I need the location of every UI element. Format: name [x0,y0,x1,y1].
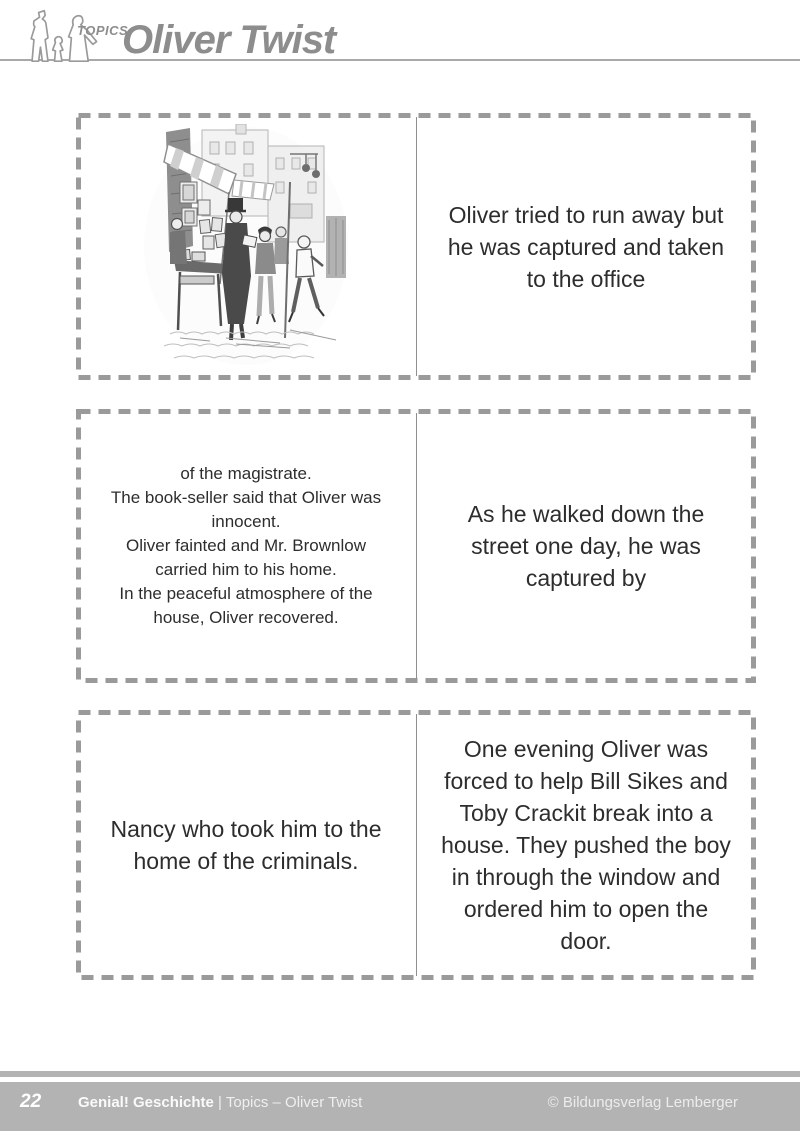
footer-accent-strip [0,1071,800,1077]
footer-series [78,1094,362,1111]
page-title: Oliver Twist [122,18,336,62]
card-1-text: Oliver tried to run away but he was captured and taken to the office [447,201,725,292]
footer-series-title: Genial! Geschichte [78,1094,214,1111]
card-3-right-text: One evening Oliver was forced to help Bill Sikes and Toby Crackit break into a house. They pushed the boy in through the window and ordered him to open the door. [441,736,731,954]
card-1-image-cell [76,113,416,380]
flashcard-2 [76,409,756,683]
bookstall-illustration [140,124,352,370]
flashcard-3 [76,710,756,980]
footer-series-section: | Topics – Oliver Twist [213,1094,363,1111]
card-2-right-text: As he walked down the street one day, he was captured by [467,501,705,591]
footer-copyright: © Bildungsverlag Lemberger [547,1094,738,1111]
page-header [0,0,800,72]
topics-label: TOPICS [77,23,129,38]
flashcard-1 [76,113,756,380]
card-2-left-text: of the magistrate. The book-seller said that Oliver was innocent. Oliver fainted and Mr. Brownlow carried him to his home. In the peaceful atmosphere of the house, Oliver recovered. [110,464,382,627]
footer-bar [0,1082,800,1131]
card-3-left-text: Nancy who took him to the home of the criminals. [110,816,382,874]
page-number: 22 [20,1091,42,1112]
header-rule [0,59,800,61]
